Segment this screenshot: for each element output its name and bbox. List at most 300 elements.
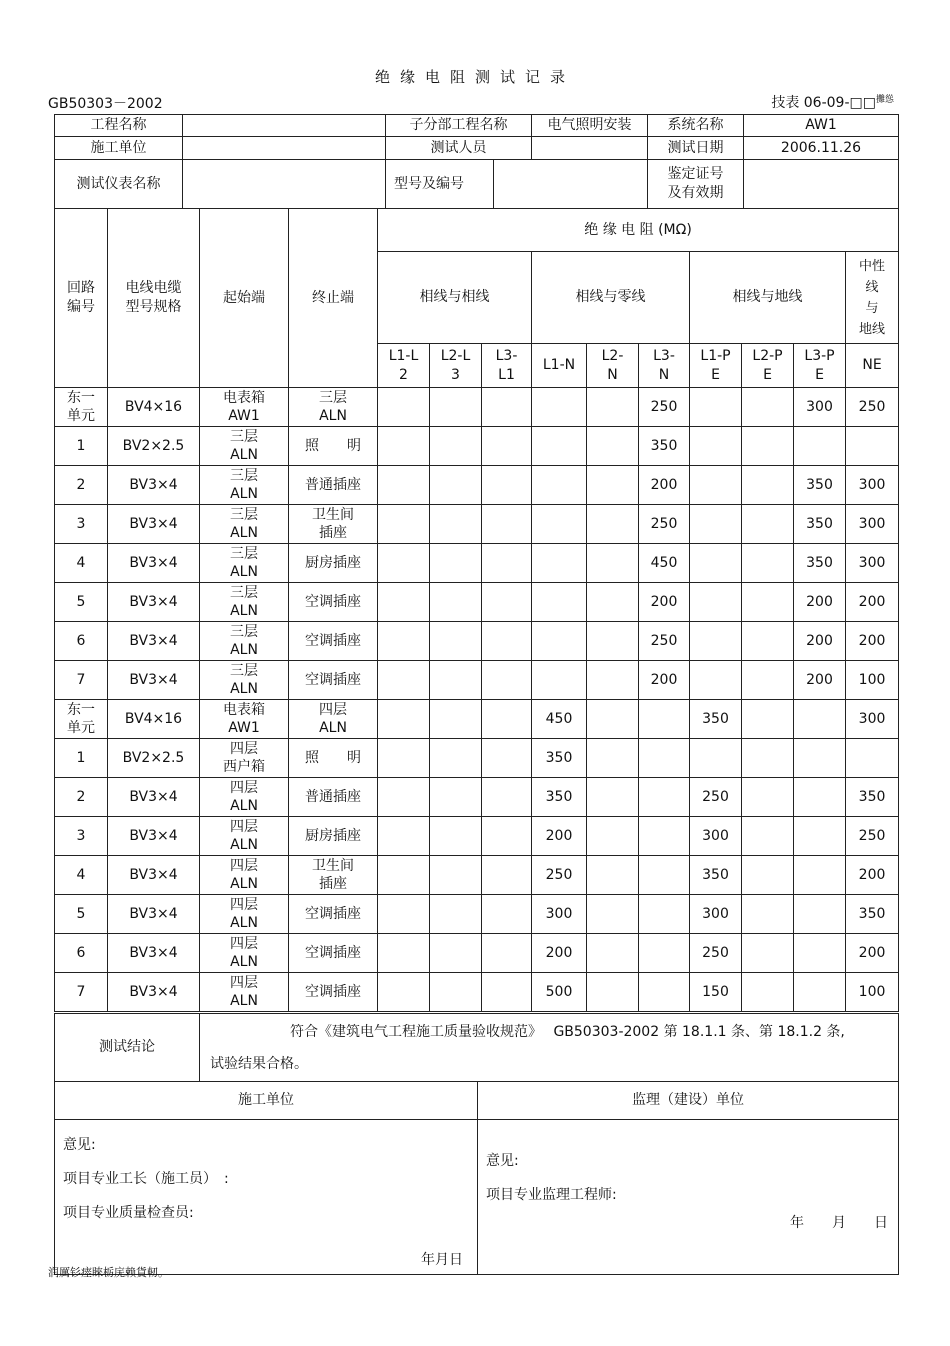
start-cell[interactable] [200,778,289,817]
value-cell[interactable] [742,427,794,466]
end-cell[interactable] [289,973,378,1012]
value-cell[interactable]: 450 [532,700,587,739]
value-cell[interactable] [742,583,794,622]
value-cell[interactable] [378,895,430,934]
model-value[interactable] [494,160,648,209]
end-cell[interactable] [289,700,378,739]
value-cell[interactable] [378,505,430,544]
value-cell[interactable]: 200 [794,661,846,700]
value-cell[interactable] [482,700,532,739]
value-cell[interactable] [587,778,639,817]
value-cell[interactable] [532,544,587,583]
circuit-no-cell[interactable] [55,466,108,505]
value-cell[interactable] [690,427,742,466]
start-cell[interactable] [200,817,289,856]
start-cell-line2: ALN [230,993,258,1009]
conclusion-text[interactable] [200,1014,899,1082]
form-code-suffix: □□ [849,95,876,111]
value-cell[interactable] [482,583,532,622]
value-cell[interactable] [742,661,794,700]
value-cell[interactable] [794,427,846,466]
supervision-unit-header: 监理（建设）单位 [478,1082,899,1120]
value-cell[interactable]: 250 [639,505,690,544]
value-cell[interactable]: 300 [532,895,587,934]
value-cell[interactable]: 200 [532,817,587,856]
value-cell[interactable] [794,934,846,973]
value-cell[interactable] [378,661,430,700]
cert-label-line2: 及有效期 [667,185,724,201]
value-cell[interactable] [378,817,430,856]
value-cell[interactable] [639,895,690,934]
group-ne-line4: 地线 [859,321,886,337]
cable-cell[interactable]: BV2×2.5 [108,739,200,778]
value-cell[interactable] [430,700,482,739]
value-cell[interactable] [742,817,794,856]
value-cell[interactable] [482,427,532,466]
end-cell-line1: 三层 [319,390,347,406]
value-cell[interactable] [430,817,482,856]
cable-cell[interactable]: BV3×4 [108,973,200,1012]
value-cell[interactable] [690,622,742,661]
subcol-3-line1: L1-N [542,357,576,373]
end-cell[interactable] [289,739,378,778]
value-cell[interactable] [639,934,690,973]
document-title: 绝缘电阻测试记录 [374,68,575,86]
value-cell[interactable] [482,973,532,1012]
cable-cell[interactable]: BV3×4 [108,856,200,895]
value-cell[interactable] [430,544,482,583]
value-cell[interactable]: 350 [794,544,846,583]
value-cell[interactable]: 350 [639,427,690,466]
value-cell[interactable] [742,739,794,778]
value-cell[interactable] [639,778,690,817]
value-cell[interactable]: 350 [846,778,899,817]
value-cell[interactable]: 350 [846,895,899,934]
circuit-no-cell[interactable] [55,739,108,778]
value-cell[interactable] [532,388,587,427]
end-cell[interactable] [289,466,378,505]
value-cell[interactable] [690,505,742,544]
value-cell[interactable]: 300 [846,700,899,739]
model-label: 型号及编号 [386,160,494,209]
value-cell[interactable] [690,583,742,622]
cable-cell[interactable]: BV3×4 [108,466,200,505]
start-cell-line2: ALN [230,447,258,463]
value-cell[interactable]: 300 [690,817,742,856]
value-cell[interactable] [742,505,794,544]
start-cell[interactable] [200,856,289,895]
end-cell[interactable] [289,388,378,427]
value-cell[interactable]: 300 [690,895,742,934]
value-cell[interactable] [690,388,742,427]
start-cell-line2: ALN [230,642,258,658]
value-cell[interactable]: 200 [846,583,899,622]
form-code [771,92,894,112]
circuit-no-cell[interactable] [55,622,108,661]
value-cell[interactable] [639,739,690,778]
circuit-no-cell[interactable] [55,388,108,427]
value-cell[interactable]: 200 [846,622,899,661]
value-cell[interactable] [587,427,639,466]
value-cell[interactable] [587,895,639,934]
value-cell[interactable] [587,739,639,778]
cable-cell[interactable]: BV3×4 [108,544,200,583]
value-cell[interactable] [482,544,532,583]
circuit-no-cell[interactable] [55,778,108,817]
value-cell[interactable] [430,934,482,973]
value-cell[interactable] [430,466,482,505]
value-cell[interactable]: 200 [639,466,690,505]
value-cell[interactable]: 250 [639,388,690,427]
value-cell[interactable]: 100 [846,973,899,1012]
value-cell[interactable]: 100 [846,661,899,700]
supervision-date: 年 月 日 [790,1215,888,1231]
start-cell-line1: 四层 [230,897,258,913]
value-cell[interactable] [378,583,430,622]
start-cell[interactable] [200,583,289,622]
value-cell[interactable] [378,739,430,778]
value-cell[interactable]: 350 [532,739,587,778]
value-cell[interactable]: 250 [846,817,899,856]
value-cell[interactable] [532,466,587,505]
value-cell[interactable] [587,817,639,856]
start-cell-line2: 西户箱 [223,759,265,775]
end-cell-line1: 普通插座 [305,788,361,805]
value-cell[interactable]: 500 [532,973,587,1012]
value-cell[interactable] [794,973,846,1012]
cert-value[interactable] [744,160,899,209]
value-cell[interactable] [482,466,532,505]
value-cell[interactable] [378,700,430,739]
value-cell[interactable] [639,817,690,856]
value-cell[interactable] [742,700,794,739]
value-cell[interactable] [482,778,532,817]
value-cell[interactable] [794,700,846,739]
subcol-0-line2: 2 [399,366,408,383]
end-cell[interactable] [289,934,378,973]
test-date-value[interactable]: 2006.11.26 [744,137,899,160]
form-code-tiny: 攤慫 [875,95,894,105]
circuit-no-cell[interactable] [55,661,108,700]
system-name-value[interactable]: AW1 [744,115,899,137]
circuit-no-cell-line1: 2 [76,476,86,493]
value-cell[interactable]: 300 [846,505,899,544]
subcol-5-line2: N [658,366,670,383]
start-cell-line2: ALN [230,876,258,892]
project-name-value[interactable] [183,115,386,137]
end-cell[interactable] [289,817,378,856]
value-cell[interactable] [587,388,639,427]
end-cell[interactable] [289,895,378,934]
value-cell[interactable] [587,583,639,622]
value-cell[interactable] [482,505,532,544]
value-cell[interactable]: 250 [846,388,899,427]
start-cell[interactable] [200,934,289,973]
supervision-sign-box[interactable] [478,1120,899,1275]
value-cell[interactable] [794,778,846,817]
value-cell[interactable]: 200 [532,934,587,973]
value-cell[interactable] [430,895,482,934]
value-cell[interactable] [430,856,482,895]
start-cell[interactable] [200,427,289,466]
cable-cell[interactable]: BV3×4 [108,622,200,661]
cable-cell[interactable]: BV3×4 [108,583,200,622]
value-cell[interactable]: 250 [690,934,742,973]
start-cell-line2: ALN [230,915,258,931]
value-cell[interactable]: 250 [639,622,690,661]
end-cell[interactable] [289,583,378,622]
value-cell[interactable] [482,388,532,427]
group-phase-earth: 相线与地线 [690,252,846,344]
cable-cell[interactable]: BV3×4 [108,661,200,700]
value-cell[interactable] [378,973,430,1012]
end-cell-line1: 厨房插座 [305,554,361,571]
value-cell[interactable] [742,544,794,583]
value-cell[interactable] [532,505,587,544]
value-cell[interactable] [532,622,587,661]
supervisor-signature: 项目专业监理工程师: [486,1187,617,1203]
subcol-1 [430,344,482,388]
value-cell[interactable] [690,661,742,700]
start-cell[interactable] [200,544,289,583]
value-cell[interactable]: 200 [846,856,899,895]
value-cell[interactable]: 350 [532,778,587,817]
value-cell[interactable] [794,817,846,856]
value-cell[interactable]: 150 [690,973,742,1012]
value-cell[interactable]: 350 [794,505,846,544]
value-cell[interactable] [742,388,794,427]
circuit-no-cell-line1: 东一 [67,390,95,406]
subproject-label: 子分部工程名称 [386,115,532,137]
cable-cell[interactable]: BV4×16 [108,700,200,739]
value-cell[interactable]: 250 [690,778,742,817]
value-cell[interactable] [742,973,794,1012]
value-cell[interactable]: 350 [690,700,742,739]
conclusion-label: 测试结论 [55,1014,200,1082]
cable-cell[interactable]: BV3×4 [108,778,200,817]
circuit-no-cell[interactable] [55,427,108,466]
value-cell[interactable] [742,934,794,973]
circuit-no-cell[interactable] [55,973,108,1012]
start-cell-line1: 三层 [230,429,258,445]
construction-sign-box[interactable] [55,1120,478,1275]
table-row [55,934,899,973]
end-cell-line2: 插座 [319,876,347,892]
value-cell[interactable] [690,544,742,583]
value-cell[interactable] [378,934,430,973]
end-cell[interactable] [289,544,378,583]
value-cell[interactable] [378,427,430,466]
circuit-no-cell[interactable] [55,544,108,583]
subcol-5 [639,344,690,388]
value-cell[interactable] [378,466,430,505]
value-cell[interactable] [430,661,482,700]
start-cell[interactable] [200,973,289,1012]
value-cell[interactable] [846,427,899,466]
value-cell[interactable] [587,856,639,895]
value-cell[interactable] [378,544,430,583]
subcol-4-line1: L2- [601,347,624,364]
start-cell[interactable] [200,505,289,544]
value-cell[interactable]: 200 [639,661,690,700]
value-cell[interactable] [690,739,742,778]
circuit-no-cell[interactable] [55,934,108,973]
circuit-no-cell-line1: 5 [76,593,86,610]
circuit-no-cell[interactable] [55,505,108,544]
start-cell-line2: ALN [230,486,258,502]
cable-cell[interactable]: BV2×2.5 [108,427,200,466]
value-cell[interactable] [794,856,846,895]
value-cell[interactable] [794,739,846,778]
circuit-no-cell[interactable] [55,895,108,934]
value-cell[interactable] [587,544,639,583]
value-cell[interactable]: 450 [639,544,690,583]
start-cell[interactable] [200,388,289,427]
circuit-no-cell[interactable] [55,856,108,895]
end-cell-line1: 四层 [319,702,347,718]
end-cell[interactable] [289,427,378,466]
value-cell[interactable] [482,856,532,895]
value-cell[interactable] [587,505,639,544]
construction-unit-value[interactable] [183,137,386,160]
subcol-6 [690,344,742,388]
start-cell[interactable] [200,700,289,739]
value-cell[interactable] [587,466,639,505]
start-cell-line1: 三层 [230,585,258,601]
start-cell[interactable] [200,622,289,661]
value-cell[interactable] [742,778,794,817]
circuit-no-cell[interactable] [55,583,108,622]
start-cell-line2: AW1 [228,408,260,424]
value-cell[interactable] [587,700,639,739]
end-cell[interactable] [289,856,378,895]
instrument-value[interactable] [183,160,386,209]
end-cell-line2: 插座 [319,525,347,541]
cable-cell[interactable]: BV3×4 [108,817,200,856]
value-cell[interactable] [430,505,482,544]
value-cell[interactable]: 300 [846,466,899,505]
start-cell[interactable] [200,895,289,934]
value-cell[interactable]: 300 [794,388,846,427]
value-cell[interactable] [794,895,846,934]
value-cell[interactable] [587,661,639,700]
value-cell[interactable] [587,934,639,973]
value-cell[interactable] [532,661,587,700]
standard-code: GB50303－2002 [48,96,163,112]
form-code-main: 技表 06-09- [771,95,850,111]
circuit-no-cell-line1: 6 [76,632,86,649]
value-cell[interactable] [532,427,587,466]
value-cell[interactable] [482,817,532,856]
instrument-label: 测试仪表名称 [55,160,183,209]
cable-cell[interactable]: BV3×4 [108,934,200,973]
value-cell[interactable] [482,934,532,973]
value-cell[interactable] [587,973,639,1012]
value-cell[interactable] [430,622,482,661]
start-cell-line1: 四层 [230,936,258,952]
subcol-7 [742,344,794,388]
signature-table [54,1081,899,1275]
table-row [55,739,899,778]
value-cell[interactable]: 200 [794,622,846,661]
col-start: 起始端 [200,209,289,388]
value-cell[interactable] [378,856,430,895]
value-cell[interactable] [639,856,690,895]
value-cell[interactable]: 250 [532,856,587,895]
tester-value[interactable] [532,137,648,160]
start-cell[interactable] [200,739,289,778]
circuit-no-cell[interactable] [55,817,108,856]
value-cell[interactable] [639,700,690,739]
value-cell[interactable] [378,778,430,817]
subcol-6-line1: L1-P [700,347,731,364]
cable-cell[interactable]: BV3×4 [108,895,200,934]
value-cell[interactable] [482,895,532,934]
value-cell[interactable] [742,622,794,661]
start-cell[interactable] [200,661,289,700]
value-cell[interactable] [430,739,482,778]
subcol-2 [482,344,532,388]
table-row [55,973,899,1012]
value-cell[interactable]: 200 [794,583,846,622]
value-cell[interactable] [430,973,482,1012]
end-cell[interactable] [289,778,378,817]
value-cell[interactable] [430,388,482,427]
circuit-no-cell[interactable] [55,700,108,739]
value-cell[interactable] [430,427,482,466]
value-cell[interactable]: 200 [846,934,899,973]
value-cell[interactable] [482,739,532,778]
value-cell[interactable] [430,778,482,817]
subcol-7-line2: E [763,366,772,383]
value-cell[interactable] [482,661,532,700]
value-cell[interactable]: 200 [639,583,690,622]
subcol-0 [378,344,430,388]
value-cell[interactable] [378,388,430,427]
start-cell-line1: 三层 [230,624,258,640]
value-cell[interactable] [587,622,639,661]
circuit-no-cell-line2: 单元 [67,720,95,736]
start-cell-line1: 四层 [230,975,258,991]
end-cell[interactable] [289,661,378,700]
value-cell[interactable]: 350 [690,856,742,895]
start-cell[interactable] [200,466,289,505]
circuit-no-cell-line1: 3 [76,827,86,844]
value-cell[interactable] [742,856,794,895]
value-cell[interactable] [532,583,587,622]
cable-cell[interactable]: BV3×4 [108,505,200,544]
value-cell[interactable] [742,895,794,934]
value-cell[interactable] [639,973,690,1012]
table-row [55,505,899,544]
value-cell[interactable]: 300 [846,544,899,583]
cable-cell[interactable]: BV4×16 [108,388,200,427]
value-cell[interactable] [690,466,742,505]
value-cell[interactable]: 350 [794,466,846,505]
end-cell-line1: 卫生间 [312,507,354,523]
circuit-no-cell-line1: 2 [76,788,86,805]
end-cell[interactable] [289,622,378,661]
value-cell[interactable] [482,622,532,661]
end-cell[interactable] [289,505,378,544]
value-cell[interactable] [742,466,794,505]
subproject-value[interactable]: 电气照明安装 [532,115,648,137]
end-cell-line1: 厨房插座 [305,827,361,844]
construction-date: 年月日 [421,1252,463,1268]
value-cell[interactable] [430,583,482,622]
value-cell[interactable] [378,622,430,661]
value-cell[interactable] [846,739,899,778]
